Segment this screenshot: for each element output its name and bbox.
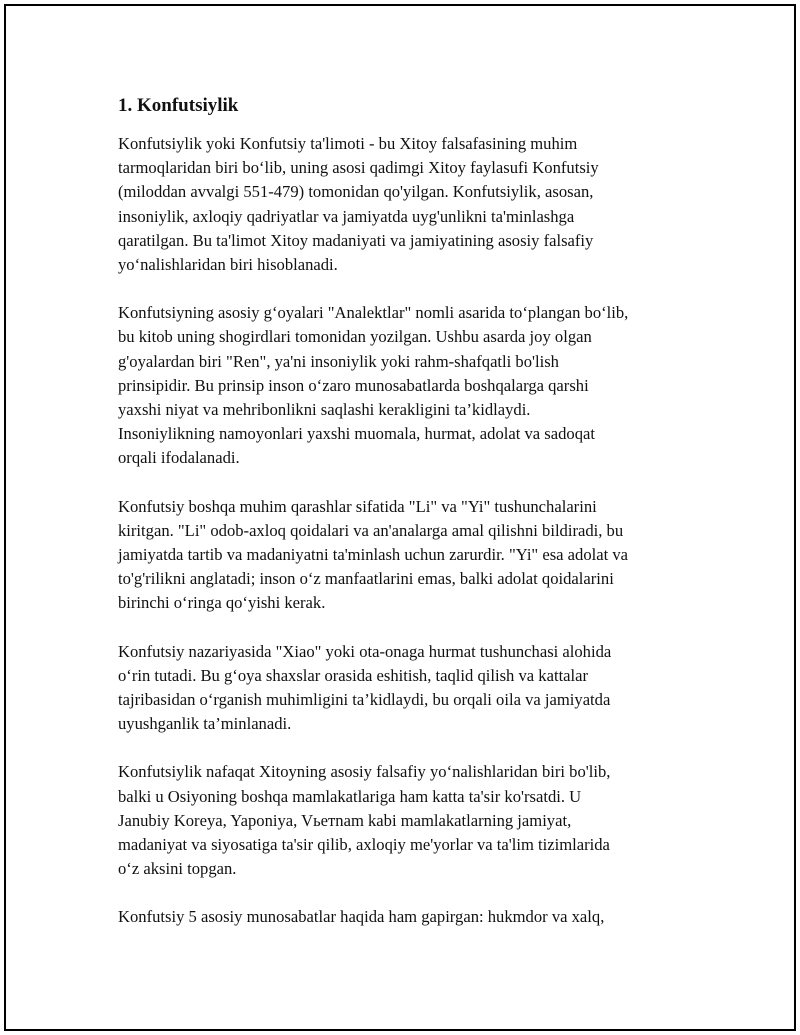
- document-body: [118, 92, 698, 954]
- text-line: g'oyalardan biri "Ren", ya'ni insoniylik yoki rahm-shafqatli bo'lish: [118, 351, 559, 371]
- text-line: qaratilgan. Bu ta'limot Xitoy madaniyati va jamiyatining asosiy falsafiy: [118, 230, 594, 250]
- paragraph: [118, 760, 698, 881]
- text-line: uyushganlik ta’minlanadi.: [118, 714, 292, 734]
- paragraph: [118, 132, 698, 277]
- text-line: orqali ifodalanadi.: [118, 448, 240, 468]
- text-line: Insoniylikning namoyonlari yaxshi muomala, hurmat, adolat va sadoqat: [118, 424, 595, 444]
- text-line: Konfutsiy nazariyasida "Xiao" yoki ota-onaga hurmat tushunchasi alohida: [118, 641, 612, 661]
- text-line: tajribasidan o‘rganish muhimligini ta’kidlaydi, bu orqali oila va jamiyatda: [118, 690, 611, 710]
- text-line: to'g'rilikni anglatadi; inson o‘z manfaatlarini emas, balki adolat qoidalarini: [118, 569, 614, 589]
- text-line: birinchi o‘ringa qo‘yishi kerak.: [118, 593, 326, 613]
- text-line: (miloddan avvalgi 551-479) tomonidan qo'yilgan. Konfutsiylik, asosan,: [118, 182, 594, 202]
- text-line: Konfutsiy boshqa muhim qarashlar sifatida "Li" va "Yi" tushunchalarini: [118, 496, 597, 516]
- text-line: bu kitob uning shogirdlari tomonidan yozilgan. Ushbu asarda joy olgan: [118, 327, 592, 347]
- text-line: prinsipidir. Bu prinsip inson o‘zaro munosabatlarda boshqalarga qarshi: [118, 375, 589, 395]
- text-line: o‘rin tutadi. Bu g‘oya shaxslar orasida eshitish, taqlid qilish va kattalar: [118, 665, 589, 685]
- text-line: kiritgan. "Li" odob-axloq qoidalari va an'analarga amal qilishni bildiradi, bu: [118, 520, 624, 540]
- text-line: balki u Osiyoning boshqa mamlakatlariga ham katta ta'sir ko'rsatdi. U: [118, 786, 582, 806]
- text-line: tarmoqlaridan biri bo‘lib, uning asosi qadimgi Xitoy faylasufi Konfutsiy: [118, 158, 599, 178]
- paragraph: [118, 495, 698, 616]
- text-line: Janubiy Koreya, Yaponiya, Vьетnam kabi mamlakatlarning jamiyat,: [118, 810, 572, 830]
- text-line: Konfutsiylik nafaqat Xitoyning asosiy falsafiy yo‘nalishlaridan biri bo'lib,: [118, 762, 611, 782]
- text-line: insoniylik, axloqiy qadriyatlar va jamiyatda uyg'unlikni ta'minlashga: [118, 206, 575, 226]
- paragraph: [118, 905, 698, 929]
- text-line: yo‘nalishlaridan biri hisoblanadi.: [118, 255, 338, 275]
- paragraph: [118, 301, 698, 470]
- text-line: Konfutsiylik yoki Konfutsiy ta'limoti - bu Xitoy falsafasining muhim: [118, 134, 578, 153]
- section-heading: 1. Konfutsiylik: [118, 95, 239, 116]
- text-line: Konfutsiy 5 asosiy munosabatlar haqida ham gapirgan: hukmdor va xalq,: [118, 907, 605, 927]
- text-line: Konfutsiyning asosiy g‘oyalari "Analektlar" nomli asarida to‘plangan bo‘lib,: [118, 303, 629, 323]
- text-line: jamiyatda tartib va madaniyatni ta'minlash uchun zarurdir. "Yi" esa adolat va: [118, 545, 629, 565]
- text-line: madaniyat va siyosatiga ta'sir qilib, axloqiy me'yorlar va ta'lim tizimlarida: [118, 835, 610, 855]
- paragraph: [118, 640, 698, 737]
- text-line: yaxshi niyat va mehribonlikni saqlashi kerakligini ta’kidlaydi.: [118, 400, 531, 420]
- text-line: o‘z aksini topgan.: [118, 859, 237, 879]
